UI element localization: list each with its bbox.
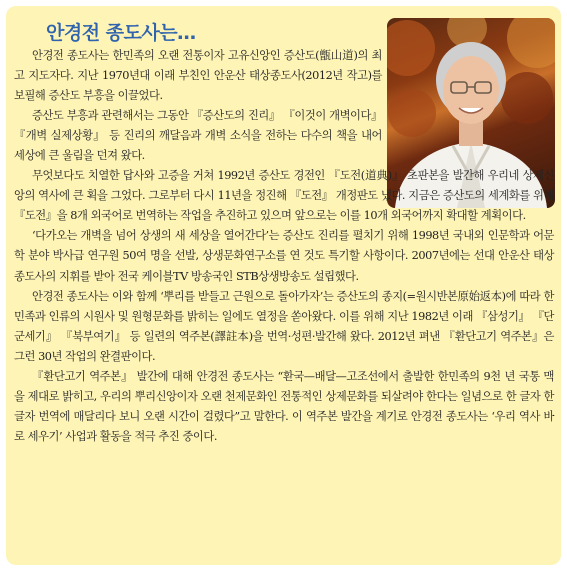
profile-card bbox=[6, 6, 561, 565]
profile-body bbox=[14, 46, 554, 447]
paragraph: 무엇보다도 치열한 답사와 고증을 거쳐 1992년 증산도 경전인 『도전(道典)』 초판본을 발간해 우리네 상제신앙의 역사에 큰 획을 그었다. 그로부터 다시 11년을 정진해 『도전』 개정판도 냈다. 지금은 증산도의 세계화를 위해 『도전』을 8개 외국어로 번역하는 작업을 추진하고 있으며 앞으로는 이를 10개 외국어까지 확대할 계획이다. bbox=[14, 169, 554, 223]
paragraph: 『환단고기 역주본』 발간에 대해 안경전 종도사는 “환국—배달—고조선에서 출발한 한민족의 9천 년 국통 맥을 제대로 밝히고, 우리의 뿌리신앙이자 오랜 천제문화인 전통적인 상제문화를 되살려야 한다는 일념으로 한 글자 한 글자 번역에 매달리다 보니 오랜 시간이 걸렸다”고 말한다. 이 역주본 발간을 계기로 안경전 종도사는 ‘우리 역사 바로 세우기’ 사업과 활동을 적극 추진 중이다. bbox=[14, 369, 554, 443]
paragraph: ‘다가오는 개벽을 넘어 상생의 새 세상을 열어간다’는 증산도 진리를 펼치기 위해 1998년 국내외 인문학과 어문학 분야 박사급 연구원 50여 명을 선발, 상생문화연구소를 연 것도 특기할 사항이다. 2007년에는 선대 안운산 태상종도사의 지휘를 받아 전국 케이블TV 방송국인 STB상생방송도 설립했다. bbox=[14, 229, 554, 283]
paragraph: 안경전 종도사는 한민족의 오랜 전통이자 고유신앙인 증산도(甑山道)의 최고 지도자다. 지난 1970년대 이래 부친인 안운산 태상종도사(2012년 작고)를 보필해 증산도 부흥을 이끌었다. bbox=[14, 49, 382, 103]
profile-title: 안경전 종도사는… bbox=[46, 22, 196, 44]
paragraph: 증산도 부흥과 관련해서는 그동안 『증산도의 진리』 『이것이 개벽이다』 『개벽 실제상황』 등 진리의 깨달음과 개벽 소식을 전하는 다수의 책을 내어 세상에 큰 울림을 던져 왔다. bbox=[14, 109, 382, 163]
paragraph: 안경전 종도사는 이와 함께 ‘뿌리를 받들고 근원으로 돌아가자’는 증산도의 종지(=원시반본原始返本)에 따라 한민족과 인류의 시원사 및 원형문화를 밝히는 일에도 열정을 쏟아왔다. 이를 위해 지난 1982년 이래 『삼성기』 『단군세기』 『북부여기』 등 일련의 역주본(譯註本)을 번역·성편·발간해 왔다. 2012년 펴낸 『환단고기 역주본』은 그런 30년 작업의 완결판이다. bbox=[14, 289, 554, 363]
